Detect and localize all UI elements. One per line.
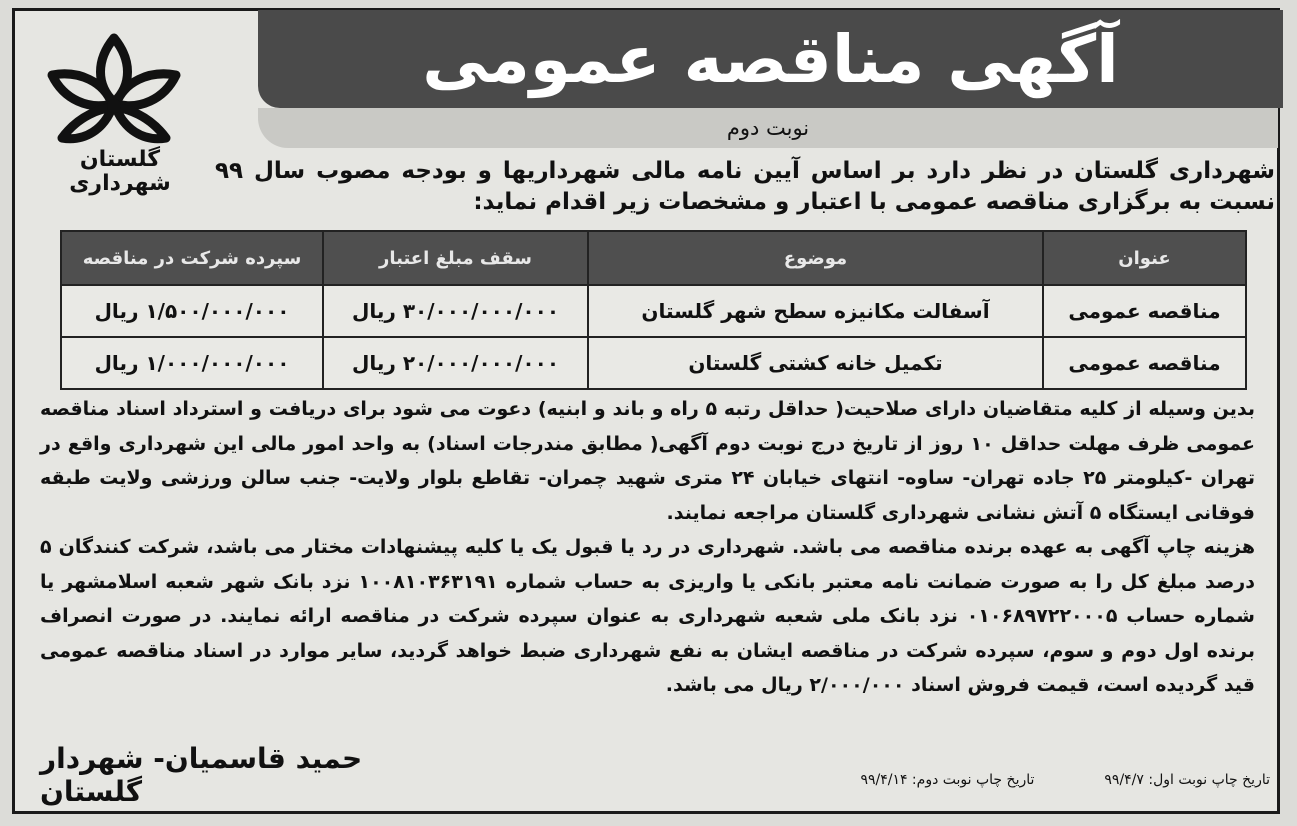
- print-dates: [730, 772, 1270, 794]
- header-credit-limit: سقف مبلغ اعتبار: [323, 231, 588, 285]
- table-row: [61, 285, 1246, 337]
- intro-paragraph: شهرداری گلستان در نظر دارد بر اساس آیین نامه مالی شهرداریها و بودجه مصوب سال ۹۹ نسبت به برگزاری مناقصه عمومی با اعتبار و مشخصات زیر اقدام نماید:: [215, 158, 1275, 215]
- logo-text: [30, 148, 210, 198]
- header-deposit: سپرده شرکت در مناقصه: [61, 231, 323, 285]
- cell-credit-limit: ۳۰/۰۰۰/۰۰۰/۰۰۰ ریال: [323, 285, 588, 337]
- cell-title: مناقصه عمومی: [1043, 337, 1246, 389]
- cell-subject: تکمیل خانه کشتی گلستان: [588, 337, 1043, 389]
- tender-table: [60, 230, 1247, 390]
- cell-deposit: ۱/۵۰۰/۰۰۰/۰۰۰ ریال: [61, 285, 323, 337]
- lotus-flower-icon: [44, 30, 184, 152]
- cell-subject: آسفالت مکانیزه سطح شهر گلستان: [588, 285, 1043, 337]
- cell-credit-limit: ۲۰/۰۰۰/۰۰۰/۰۰۰ ریال: [323, 337, 588, 389]
- round-label: نوبت دوم: [726, 116, 810, 140]
- cell-deposit: ۱/۰۰۰/۰۰۰/۰۰۰ ریال: [61, 337, 323, 389]
- first-print-date: تاریخ چاپ نوبت اول: ۹۹/۴/۷: [1104, 772, 1270, 788]
- second-print-date: تاریخ چاپ نوبت دوم: ۹۹/۴/۱۴: [860, 772, 1035, 788]
- header-subject: موضوع: [588, 231, 1043, 285]
- logo-line-1: گلستان: [79, 147, 161, 172]
- body-paragraph-1: بدین وسیله از کلیه متقاضیان دارای صلاحیت( حداقل رتبه ۵ راه و باند و ابنیه) دعوت می شود برای دریافت و استرداد اسناد مناقصه عمومی ظرف مهلت حداقل ۱۰ روز از تاریخ درج نوبت دوم آگهی( مطابق مندرجات اسناد) به واحد امور مالی این شهرداری واقع در تهران -کیلومتر ۲۵ جاده تهران- ساوه- انتهای خیابان ۲۴ متری شهید چمران- تقاطع بلوار ولایت- جنب سالن ورزشی ولایت طبقه فوقانی ایستگاه ۵ آتش نشانی شهرداری گلستان مراجعه نمایند.: [40, 398, 1256, 524]
- body-text: [40, 392, 1255, 737]
- body-paragraph-2: هزینه چاپ آگهی به عهده برنده مناقصه می باشد. شهرداری در رد یا قبول یک یا کلیه پیشنهادات مختار می باشد، شرکت کنندگان ۵ درصد مبلغ کل را به صورت ضمانت نامه معتبر بانکی یا واریزی به حساب شماره ۱۰۰۸۱۰۳۶۳۱۹۱ نزد بانک شهر شعبه اسلامشهر یا شماره حساب ۰۱۰۶۸۹۷۲۲۰۰۰۵ نزد بانک ملی شعبه شهرداری به عنوان سپرده شرکت در مناقصه ارائه نمایند. در صورت انصراف برنده اول دوم و سوم، سپرده شرکت در مناقصه ایشان به نفع شهرداری ضبط خواهد گردید، سایر موارد در اسناد مناقصه عمومی قید گردیده است، قیمت فروش اسناد ۲/۰۰۰/۰۰۰ ریال می باشد.: [40, 536, 1255, 696]
- cell-title: مناقصه عمومی: [1043, 285, 1246, 337]
- signature: حمید قاسمیان- شهردار گلستان: [40, 742, 363, 808]
- notice-title: آگهی مناقصه عمومی: [422, 20, 1119, 98]
- table-row: [61, 337, 1246, 389]
- table-header-row: [61, 231, 1246, 285]
- header-title: عنوان: [1043, 231, 1246, 285]
- logo-line-2: شهرداری: [69, 171, 171, 196]
